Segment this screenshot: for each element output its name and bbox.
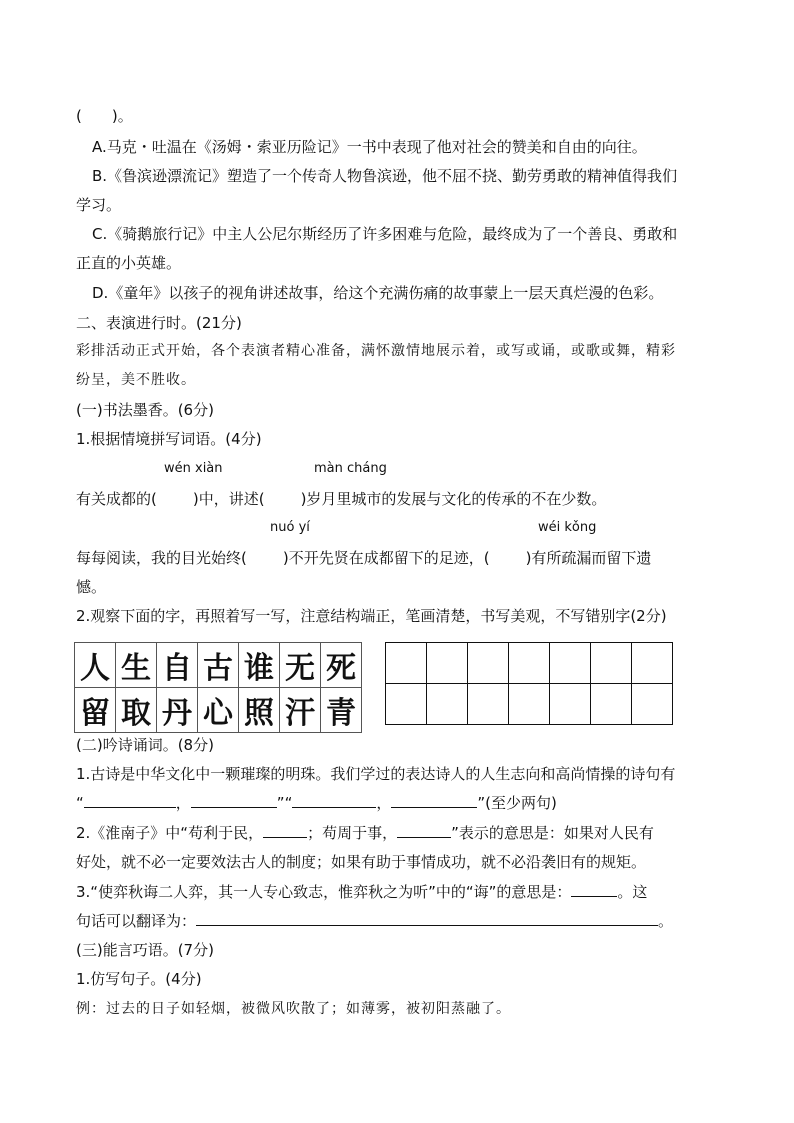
section2-q3-line2 bbox=[76, 911, 673, 931]
translation-blank[interactable] bbox=[196, 911, 658, 926]
quote-close: ”(至少两句) bbox=[477, 794, 557, 812]
practice-cell[interactable] bbox=[632, 643, 673, 684]
pinyin-weikong: wéi kǒng bbox=[538, 520, 597, 535]
practice-cell[interactable] bbox=[468, 643, 509, 684]
option-c-line2: 正直的小英雄。 bbox=[76, 254, 182, 272]
part2-heading: 二、表演进行时。(21分) bbox=[76, 314, 242, 332]
calligraphy-sample-grid bbox=[74, 642, 362, 733]
practice-row-2 bbox=[386, 684, 673, 725]
section2-q2-line2: 好处，就不必一定要效法古人的制度；如果有助于事情成功，就不必沿袭旧有的规矩。 bbox=[76, 853, 647, 871]
section3-example: 例：过去的日子如轻烟，被微风吹散了；如薄雾，被初阳蒸融了。 bbox=[76, 1001, 511, 1017]
sample-char: 青 bbox=[321, 688, 362, 733]
section2-heading: (二)吟诗诵词。(8分) bbox=[76, 736, 214, 754]
sample-char: 汗 bbox=[280, 688, 321, 733]
sample-row-1 bbox=[75, 643, 362, 688]
poem-blank-1[interactable] bbox=[84, 793, 176, 808]
practice-cell[interactable] bbox=[386, 684, 427, 725]
practice-cell[interactable] bbox=[509, 684, 550, 725]
section2-q1-line2 bbox=[76, 793, 557, 813]
option-c-line1: C.《骑鹅旅行记》中主人公尼尔斯经历了许多困难与危险，最终成为了一个善良、勇敢和 bbox=[92, 225, 678, 243]
huainanzi-blank-2[interactable] bbox=[397, 823, 451, 838]
poem-blank-4[interactable] bbox=[391, 793, 477, 808]
sentence1-part-a: 有关成都的( bbox=[76, 490, 157, 508]
quote-open: “ bbox=[76, 794, 84, 812]
section2-q2-line1 bbox=[76, 823, 654, 843]
sentence2-part-c: )有所疏漏而留下遗 bbox=[525, 549, 652, 567]
section2-q3-line1 bbox=[76, 882, 647, 902]
quote-mid: ”“ bbox=[276, 794, 293, 812]
practice-cell[interactable] bbox=[468, 684, 509, 725]
q2-part-b: ；苟周于事， bbox=[307, 824, 398, 842]
sentence1-part-c: )岁月里城市的发展与文化的传承的不在少数。 bbox=[300, 490, 607, 508]
huainanzi-blank-1[interactable] bbox=[263, 823, 307, 838]
prev-question-stem: ( )。 bbox=[76, 107, 133, 125]
section1-q1: 1.根据情境拼写词语。(4分) bbox=[76, 430, 262, 448]
practice-cell[interactable] bbox=[550, 684, 591, 725]
sample-char: 死 bbox=[321, 643, 362, 688]
practice-cell[interactable] bbox=[632, 684, 673, 725]
sample-char: 生 bbox=[116, 643, 157, 688]
q3-part-b: 。这 bbox=[617, 883, 648, 901]
sample-char: 取 bbox=[116, 688, 157, 733]
section1-heading: (一)书法墨香。(6分) bbox=[76, 401, 214, 419]
sample-char: 无 bbox=[280, 643, 321, 688]
sentence1-part-b: )中，讲述( bbox=[192, 490, 265, 508]
pinyin-manchang: màn cháng bbox=[314, 461, 387, 476]
section1-q2: 2.观察下面的字，再照着写一写，注意结构端正，笔画清楚，书写美观，不写错别字(2分) bbox=[76, 607, 667, 625]
q2-part-a: 2.《淮南子》中“苟利于民， bbox=[76, 824, 264, 842]
fill-sentence-2 bbox=[76, 548, 651, 568]
sample-char: 心 bbox=[198, 688, 239, 733]
practice-cell[interactable] bbox=[591, 684, 632, 725]
sample-char: 丹 bbox=[157, 688, 198, 733]
section3-heading: (三)能言巧语。(7分) bbox=[76, 941, 214, 959]
sample-char: 自 bbox=[157, 643, 198, 688]
sample-row-2 bbox=[75, 688, 362, 733]
fill-sentence-1 bbox=[76, 489, 606, 509]
practice-cell[interactable] bbox=[427, 684, 468, 725]
q3-part-d: 。 bbox=[658, 912, 674, 930]
section3-q1: 1.仿写句子。(4分) bbox=[76, 970, 202, 988]
comma: ， bbox=[175, 794, 191, 812]
writing-practice-grid[interactable] bbox=[385, 642, 673, 725]
option-b-line2: 学习。 bbox=[76, 196, 122, 214]
pinyin-nuoyi: nuó yí bbox=[270, 520, 310, 535]
pinyin-wenxian: wén xiàn bbox=[164, 461, 223, 476]
sample-char: 人 bbox=[75, 643, 116, 688]
part2-intro-line1: 彩排活动正式开始，各个表演者精心准备，满怀激情地展示着，或写或诵，或歌或舞，精彩 bbox=[76, 343, 676, 359]
poem-blank-2[interactable] bbox=[191, 793, 277, 808]
option-a: A.马克・吐温在《汤姆・索亚历险记》一书中表现了他对社会的赞美和自由的向往。 bbox=[92, 138, 647, 156]
hui-meaning-blank[interactable] bbox=[571, 882, 617, 897]
practice-cell[interactable] bbox=[386, 643, 427, 684]
sentence2-continued: 憾。 bbox=[76, 578, 107, 596]
part2-intro-line2: 纷呈，美不胜收。 bbox=[76, 372, 196, 388]
sample-char: 留 bbox=[75, 688, 116, 733]
sample-char: 照 bbox=[239, 688, 280, 733]
q2-part-c: ”表示的意思是：如果对人民有 bbox=[451, 824, 654, 842]
sample-char: 谁 bbox=[239, 643, 280, 688]
section2-q1-line1: 1.古诗是中华文化中一颗璀璨的明珠。我们学过的表达诗人的人生志向和高尚情操的诗句有 bbox=[76, 765, 676, 783]
sample-char: 古 bbox=[198, 643, 239, 688]
sentence2-part-b: )不开先贤在成都留下的足迹，( bbox=[282, 549, 490, 567]
option-b-line1: B.《鲁滨逊漂流记》塑造了一个传奇人物鲁滨逊，他不屈不挠、勤劳勇敢的精神值得我们 bbox=[92, 167, 678, 185]
practice-cell[interactable] bbox=[427, 643, 468, 684]
q3-part-c: 句话可以翻译为： bbox=[76, 912, 197, 930]
option-d: D.《童年》以孩子的视角讲述故事，给这个充满伤痛的故事蒙上一层天真烂漫的色彩。 bbox=[92, 284, 664, 302]
q3-part-a: 3.“使弈秋诲二人弈，其一人专心致志，惟弈秋之为听”中的“诲”的意思是： bbox=[76, 883, 572, 901]
poem-blank-3[interactable] bbox=[292, 793, 376, 808]
practice-row-1 bbox=[386, 643, 673, 684]
comma: ， bbox=[376, 794, 392, 812]
practice-cell[interactable] bbox=[550, 643, 591, 684]
practice-cell[interactable] bbox=[509, 643, 550, 684]
practice-cell[interactable] bbox=[591, 643, 632, 684]
sentence2-part-a: 每每阅读，我的目光始终( bbox=[76, 549, 247, 567]
